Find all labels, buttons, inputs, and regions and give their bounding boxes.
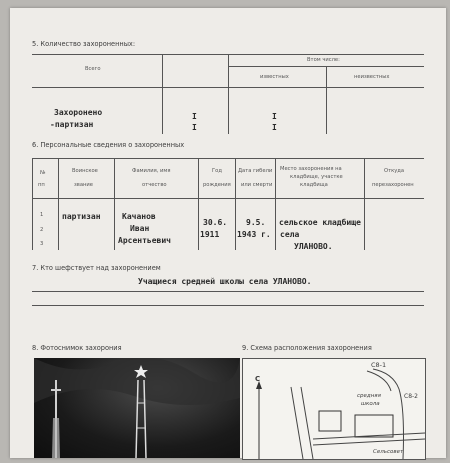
place-value: сельское кладбище [279, 218, 361, 227]
col-rank-header: звание [74, 182, 93, 188]
table5-divider [326, 66, 327, 134]
underline [32, 291, 424, 292]
table6-divider [235, 158, 236, 250]
table6-divider [114, 158, 115, 250]
col-num-header: пп [38, 182, 45, 188]
birth-value: 1911 [200, 230, 220, 239]
col-death-header: Дата гибели [238, 168, 273, 174]
table6-divider [364, 158, 365, 250]
col-place-header: кладбище, участке [290, 174, 343, 180]
col-death-header: или смерти [241, 182, 273, 188]
name-value: Качанов [122, 212, 156, 221]
row-label: -партизан [50, 120, 94, 129]
col-rank-header: Воинское [72, 168, 98, 174]
table6-divider [58, 158, 59, 250]
section8-heading: 8. Фотоснимок захорония [32, 344, 122, 352]
place-value: села [280, 230, 300, 239]
table5-divider [228, 54, 229, 134]
place-value: УЛАНОВО. [294, 242, 333, 251]
scheme-label: школа [361, 401, 380, 407]
col-name-header: отчество [142, 182, 167, 188]
document-page [10, 8, 446, 458]
underline [32, 305, 424, 306]
scheme-drawing [243, 359, 425, 459]
scheme-label: С8-2 [404, 393, 418, 400]
col-place-header: Место захоронения на [280, 166, 342, 172]
col-unknown-header: неизвестных [354, 74, 390, 80]
row-label: Захоронено [54, 108, 103, 117]
col-name-header: Фамилия, имя [132, 168, 171, 174]
north-label: С [255, 375, 261, 383]
col-birth-header: рождения [203, 182, 231, 188]
scheme-label: Сельсовет [373, 449, 404, 455]
col-birth-header: Год [212, 168, 222, 174]
section9-heading: 9. Схема расположения захоронения [242, 344, 372, 352]
section5-heading: 5. Количество захороненных: [32, 40, 136, 48]
known-value: I [272, 123, 277, 132]
col-place-header: кладбища [300, 182, 328, 188]
table6-divider [32, 158, 33, 250]
row-number: 3 [40, 241, 44, 247]
section6-heading: 6. Персональные сведения о захороненных [32, 141, 185, 149]
birth-value: 30.6. [203, 218, 228, 227]
table6-divider [198, 158, 199, 250]
section7-heading: 7. Кто шефствует над захоронением [32, 264, 161, 272]
scheme-label: средняя [357, 393, 381, 399]
name-value: Арсентьевич [118, 236, 171, 245]
col-total-header: Всего [85, 66, 101, 72]
known-value: I [272, 112, 277, 121]
col-incl-header: Втом числе: [307, 57, 340, 63]
table5-divider [162, 54, 163, 134]
table6-top-border [32, 158, 424, 159]
burial-photo-graphic [34, 358, 240, 458]
rank-value: партизан [62, 212, 101, 221]
table6-header-border [32, 198, 424, 199]
location-scheme [242, 358, 426, 460]
row-number: 2 [40, 227, 44, 233]
col-num-header: № [40, 170, 46, 176]
col-known-header: известных [260, 74, 289, 80]
scheme-label: С8-1 [371, 361, 387, 369]
name-value: Иван [130, 224, 150, 233]
burial-photo [34, 358, 240, 458]
death-value: 9.5. [246, 218, 266, 227]
col-from-header: перезахоронен [372, 182, 414, 188]
col-from-header: Откуда [384, 168, 405, 174]
total-value: I [192, 123, 197, 132]
death-value: 1943 г. [237, 230, 271, 239]
total-value: I [192, 112, 197, 121]
table6-divider [275, 158, 276, 250]
patron-value: Учащиеся средней школы села УЛАНОВО. [138, 277, 312, 286]
row-number: 1 [40, 212, 44, 218]
